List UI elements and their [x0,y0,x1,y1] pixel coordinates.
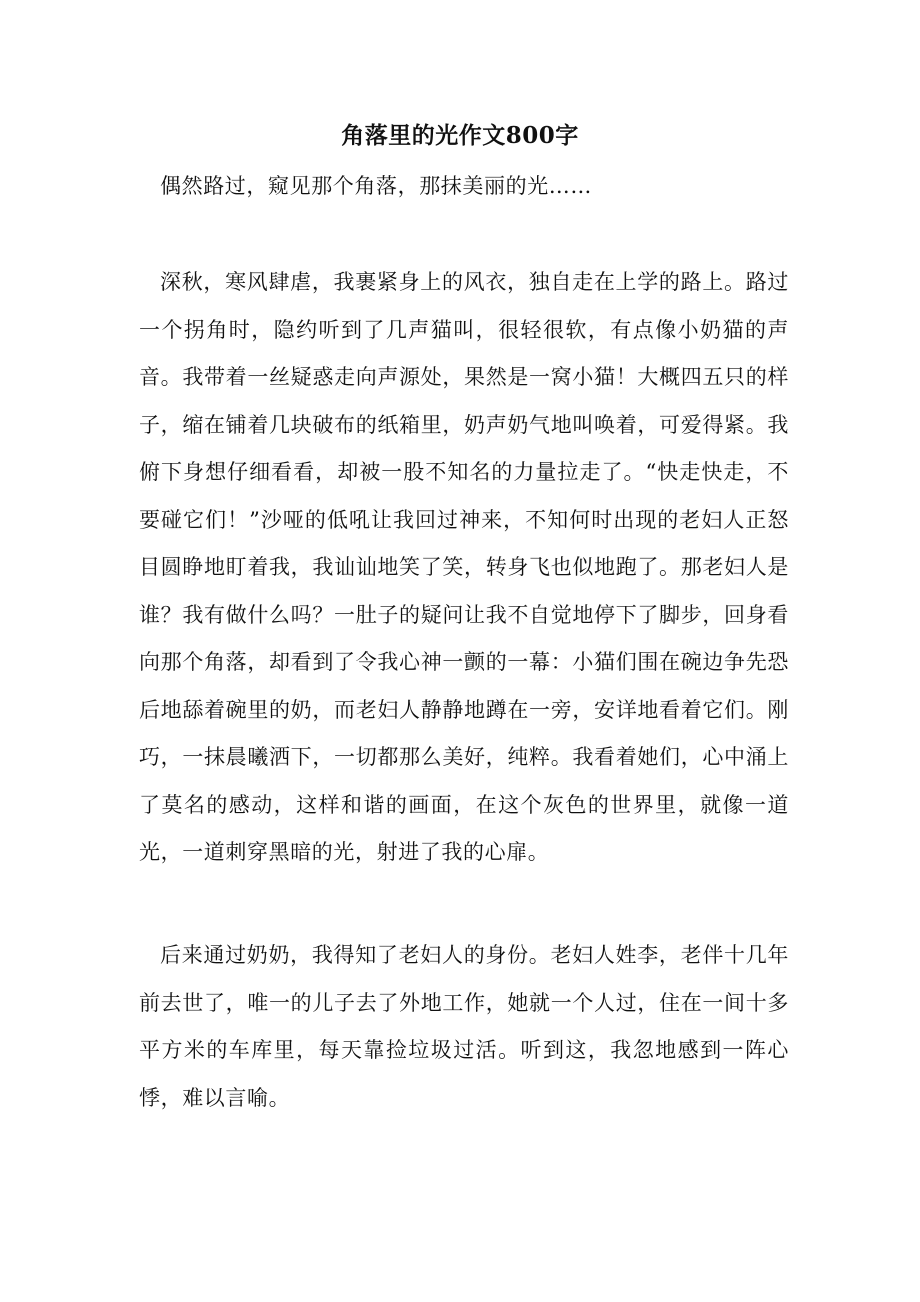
intro-paragraph: 偶然路过，窥见那个角落，那抹美丽的光…… [160,174,592,198]
body-paragraph-2: 后来通过奶奶，我得知了老妇人的身份。老妇人姓李，老伴十几年前去世了，唯一的儿子去了外地工作，她就一个人过，住在一间十多平方米的车库里，每天靠捡垃圾过活。听到这，我忽地感到一阵心悸，难以言喻。 [139,943,789,1110]
document-title: 角落里的光作文800字 [341,122,579,149]
body-paragraph-1: 深秋，寒风肆虐，我裹紧身上的风衣，独自走在上学的路上。路过一个拐角时，隐约听到了几声猫叫，很轻很软，有点像小奶猫的声音。我带着一丝疑惑走向声源处，果然是一窝小猫！大概四五只的样子，缩在铺着几块破布的纸箱里，奶声奶气地叫唤着，可爱得紧。我俯下身想仔细看看，却被一股不知名的力量拉走了。“快走快走，不要碰它们！”沙哑的低吼让我回过神来，不知何时出现的老妇人正怒目圆睁地盯着我，我讪讪地笑了笑，转身飞也似地跑了。那老妇人是谁？我有做什么吗？一肚子的疑问让我不自觉地停下了脚步，回身看向那个角落，却看到了令我心神一颤的一幕：小猫们围在碗边争先恐后地舔着碗里的奶，而老妇人静静地蹲在一旁，安详地看着它们。刚巧，一抹晨曦洒下，一切都那么美好，纯粹。我看着她们，心中涌上了莫名的感动，这样和谐的画面，在这个灰色的世界里，就像一道光，一道刺穿黑暗的光，射进了我的心扉。 [139,270,789,864]
